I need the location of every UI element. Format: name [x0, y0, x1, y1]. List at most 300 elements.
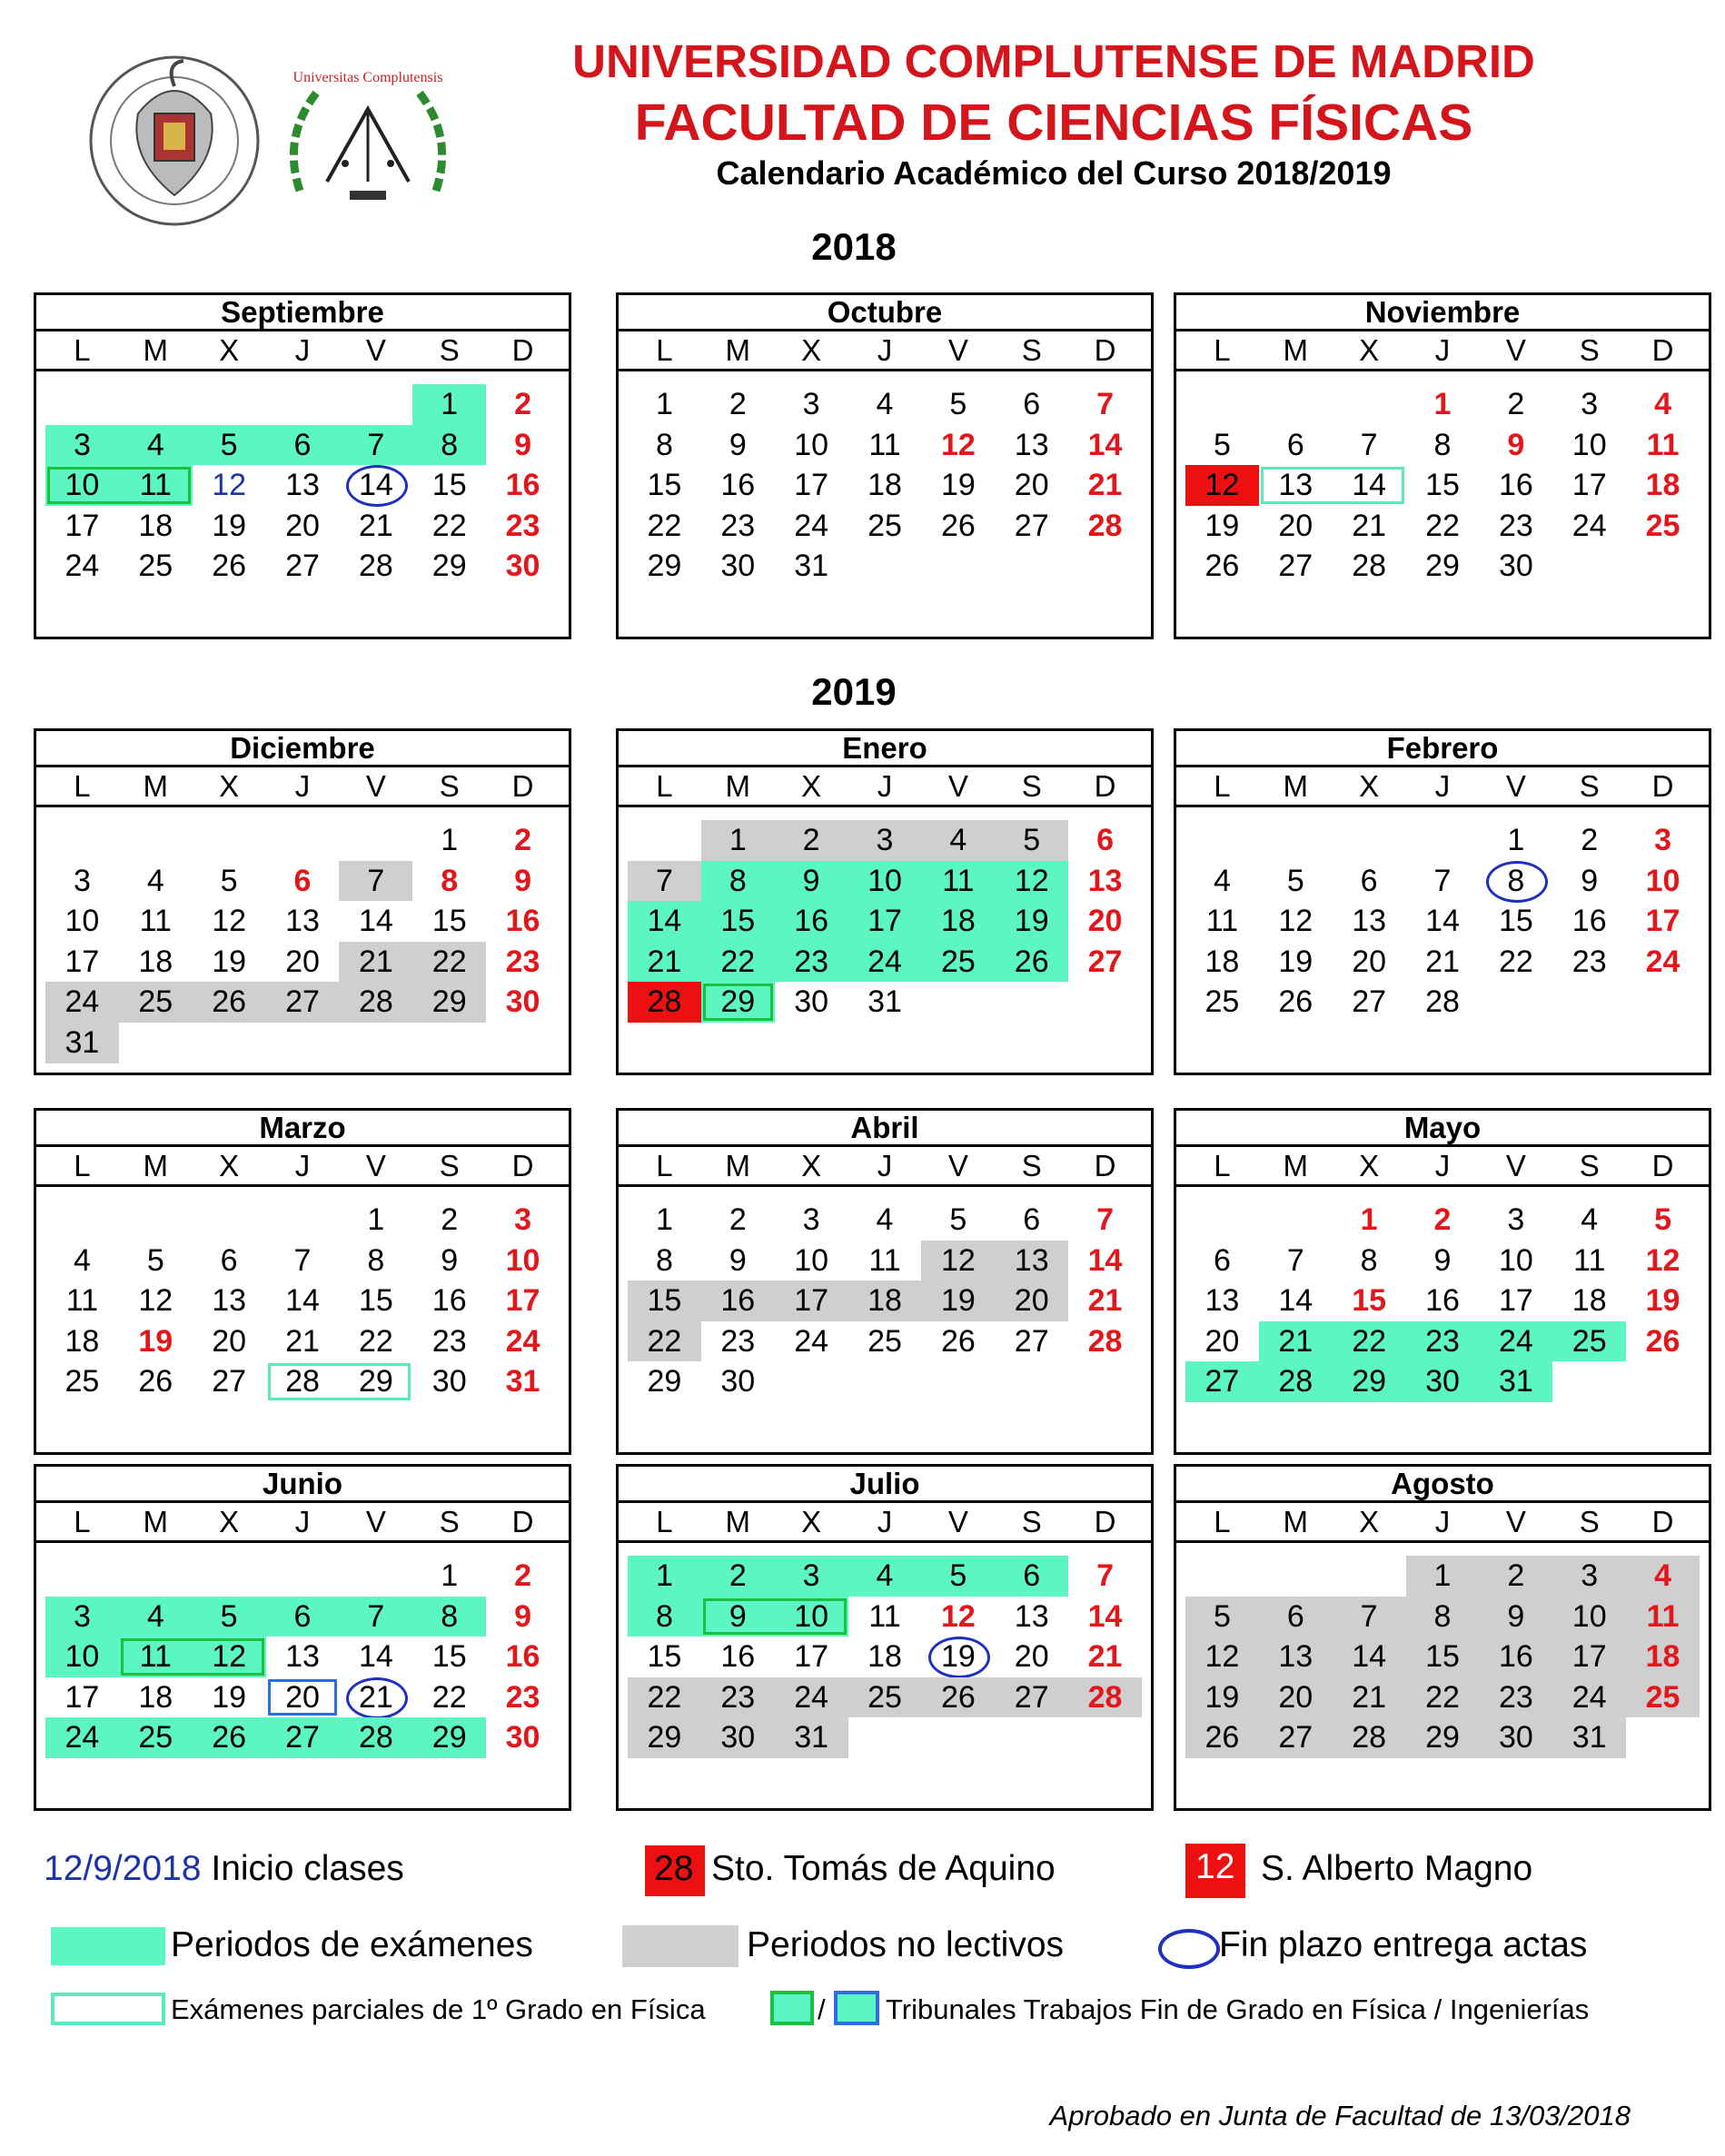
weekday-label: S [1021, 769, 1042, 803]
legend-tfg-green-swatch [770, 1991, 814, 2025]
day-cell: 23 [1479, 1677, 1552, 1718]
weekday-label: X [801, 1505, 822, 1538]
day-cell: 5 [146, 1242, 164, 1278]
day-cell: 29 [647, 1364, 682, 1399]
day-cell: 15 [431, 1639, 467, 1675]
legend-tfg-label: Tribunales Trabajos Fin de Grado en Física / Ingenierías [886, 1993, 1590, 2025]
day-cell: 5 [949, 1202, 967, 1237]
day-cell: 16 [1571, 904, 1607, 939]
day-cell: 26 [921, 1677, 995, 1718]
weekday-label: L [1214, 1149, 1231, 1182]
month-mayo [1174, 1108, 1711, 1455]
day-cell: 19 [212, 1679, 247, 1715]
day-cell: 23 [1571, 944, 1607, 979]
day-cell: 5 [220, 863, 238, 898]
day-cell: 19 [212, 508, 247, 543]
day-cell: 8 [1433, 427, 1452, 462]
legend-exam-label: Periodos de exámenes [171, 1925, 533, 1964]
tfg-outline [703, 1598, 847, 1636]
weekday-label: V [365, 769, 386, 803]
day-cell: 3 [514, 1202, 532, 1237]
day-cell: 16 [505, 468, 540, 503]
day-cell: 14 [1087, 427, 1123, 462]
empty-day [266, 384, 340, 425]
day-cell: 22 [431, 1679, 467, 1715]
weekday-label: J [294, 1149, 311, 1182]
day-cell: 17 [1552, 1637, 1626, 1677]
month-name: Agosto [1176, 1467, 1709, 1503]
weekday-label: V [947, 333, 968, 367]
day-cell: 28 [339, 982, 412, 1023]
day-cell: 14 [358, 1639, 393, 1675]
empty-day [119, 1200, 193, 1241]
day-cell: 20 [285, 944, 320, 979]
day-cell: 23 [720, 508, 756, 543]
day-cell: 27 [1352, 984, 1387, 1020]
day-cell: 13 [1352, 904, 1387, 939]
day-grid [1176, 371, 1709, 587]
day-cell: 4 [119, 1597, 193, 1637]
empty-day [339, 820, 412, 861]
day-cell: 9 [729, 1242, 747, 1278]
day-cell: 28 [1068, 1677, 1142, 1718]
day-cell: 3 [1581, 387, 1599, 421]
legend-partial-swatch [51, 1993, 165, 2025]
day-cell: 18 [64, 1323, 100, 1359]
day-cell: 21 [1087, 1639, 1123, 1675]
day-cell: 1 [1433, 387, 1452, 421]
month-name: Abril [619, 1111, 1151, 1147]
month-name: Septiembre [36, 295, 569, 331]
calendar-subtitle: Calendario Académico del Curso 2018/2019 [716, 154, 1392, 192]
month-julio [616, 1464, 1154, 1811]
weekday-label: S [1579, 1149, 1600, 1182]
weekday-label: X [801, 1149, 822, 1182]
day-cell: 7 [628, 861, 701, 902]
weekday-label: S [439, 1149, 460, 1182]
weekday-label: X [1359, 1505, 1380, 1538]
day-cell: 18 [867, 468, 902, 503]
month-name: Marzo [36, 1111, 569, 1147]
weekday-label: X [801, 769, 822, 803]
day-cell: 26 [1185, 1717, 1259, 1758]
day-cell: 2 [514, 387, 532, 421]
day-cell: 25 [1626, 1677, 1700, 1718]
tfg-outline [121, 1638, 264, 1676]
empty-day [1333, 1556, 1406, 1597]
weekday-label: L [656, 769, 673, 803]
weekday-label: X [801, 333, 822, 367]
weekday-label: D [511, 1149, 534, 1182]
day-cell: 18 [1626, 1637, 1700, 1677]
day-cell: 6 [266, 1597, 340, 1637]
day-cell: 1 [441, 823, 459, 857]
day-cell: 27 [1185, 1361, 1259, 1402]
weekday-label: S [439, 333, 460, 367]
day-cell: 30 [794, 984, 829, 1020]
weekday-label: L [74, 333, 91, 367]
day-cell: 14 [1425, 904, 1460, 939]
day-cell: 26 [940, 508, 976, 543]
day-cell: 12 [1278, 904, 1314, 939]
day-cell: 10 [64, 904, 100, 939]
empty-day [628, 820, 701, 861]
weekday-label: J [1434, 769, 1451, 803]
day-cell: 25 [119, 982, 193, 1023]
day-cell: 6 [1023, 1202, 1041, 1237]
weekday-header [36, 1503, 569, 1543]
day-grid [36, 1543, 569, 1758]
empty-day [1259, 1200, 1333, 1241]
day-cell: 23 [505, 1679, 540, 1715]
day-cell: 23 [505, 944, 540, 979]
day-cell: 28 [1333, 1717, 1406, 1758]
weekday-label: M [725, 333, 751, 367]
day-cell: 2 [514, 823, 532, 857]
day-cell: 8 [701, 861, 775, 902]
legend-start-date: 12/9/2018 [44, 1849, 202, 1888]
legend-actas-ring [1158, 1929, 1220, 1969]
weekday-label: M [725, 1505, 751, 1538]
day-cell: 26 [212, 549, 247, 584]
day-cell: 30 [505, 984, 540, 1020]
day-grid [619, 1187, 1151, 1402]
day-cell: 17 [64, 1679, 100, 1715]
day-cell: 20 [285, 508, 320, 543]
day-cell: 25 [64, 1364, 100, 1399]
day-cell: 19 [1645, 1283, 1680, 1319]
empty-day [1333, 820, 1406, 861]
weekday-label: X [1359, 1149, 1380, 1182]
day-cell: 17 [64, 944, 100, 979]
weekday-label: X [219, 1149, 240, 1182]
day-cell: 17 [1498, 1283, 1533, 1319]
day-cell: 29 [431, 549, 467, 584]
day-cell: 12 [940, 1598, 976, 1634]
day-cell: 31 [1479, 1361, 1552, 1402]
day-cell: 15 [431, 904, 467, 939]
day-cell: 31 [505, 1364, 540, 1399]
weekday-label: V [947, 769, 968, 803]
day-cell: 4 [73, 1242, 91, 1278]
day-grid [1176, 1543, 1709, 1758]
year-2019: 2019 [811, 670, 897, 713]
day-cell: 17 [794, 1639, 829, 1675]
day-cell: 20 [1352, 944, 1387, 979]
day-cell: 18 [138, 944, 173, 979]
day-cell: 13 [1278, 468, 1314, 503]
weekday-label: J [294, 333, 311, 367]
day-cell: 16 [1425, 1283, 1460, 1319]
day-cell: 16 [431, 1283, 467, 1319]
weekday-header [619, 1147, 1151, 1187]
day-cell: 3 [73, 863, 91, 898]
day-cell: 26 [1278, 984, 1314, 1020]
weekday-label: J [877, 769, 893, 803]
day-cell: 27 [266, 982, 340, 1023]
weekday-label: J [1434, 1149, 1451, 1182]
day-cell: 19 [921, 1281, 995, 1321]
day-cell: 2 [1433, 1202, 1452, 1237]
day-cell: 9 [514, 863, 532, 898]
day-cell: 29 [628, 1717, 701, 1758]
day-cell: 15 [1498, 904, 1533, 939]
weekday-label: L [74, 1149, 91, 1182]
day-cell: 12 [193, 1637, 266, 1677]
weekday-label: J [877, 1505, 893, 1538]
day-cell: 2 [729, 387, 747, 421]
day-cell: 10 [794, 427, 829, 462]
day-cell: 13 [1014, 427, 1049, 462]
day-cell: 30 [1498, 549, 1533, 584]
empty-day [45, 384, 119, 425]
day-cell: 8 [412, 1597, 486, 1637]
day-cell: 18 [138, 1679, 173, 1715]
day-cell: 19 [138, 1323, 173, 1359]
weekday-header [1176, 767, 1709, 807]
day-cell: 24 [775, 1677, 848, 1718]
day-cell: 11 [1573, 1242, 1606, 1278]
day-grid [36, 807, 569, 1063]
day-cell: 11 [868, 1598, 901, 1634]
day-cell: 17 [64, 508, 100, 543]
day-cell: 2 [1479, 1556, 1552, 1597]
day-cell: 9 [775, 861, 848, 902]
weekday-label: V [1505, 333, 1526, 367]
weekday-label: V [365, 333, 386, 367]
day-cell: 16 [720, 1639, 756, 1675]
empty-day [1333, 384, 1406, 425]
day-cell: 11 [65, 1283, 99, 1319]
day-cell: 25 [867, 1323, 902, 1359]
month-septiembre [34, 292, 571, 639]
day-cell: 2 [775, 820, 848, 861]
day-cell: 5 [193, 1597, 266, 1637]
weekday-label: S [1021, 333, 1042, 367]
day-cell: 26 [193, 982, 266, 1023]
day-cell: 12 [995, 861, 1068, 902]
legend-nolect-swatch [622, 1925, 739, 1967]
day-cell: 22 [1425, 508, 1460, 543]
day-cell: 6 [293, 863, 312, 898]
day-cell: 1 [1406, 1556, 1480, 1597]
day-cell: 23 [720, 1323, 756, 1359]
day-cell: 16 [1498, 468, 1533, 503]
day-cell: 2 [701, 1556, 775, 1597]
weekday-label: V [947, 1149, 968, 1182]
weekday-label: M [143, 1505, 169, 1538]
weekday-label: J [877, 1149, 893, 1182]
day-grid [619, 807, 1151, 1023]
weekday-label: J [294, 769, 311, 803]
day-cell: 7 [1360, 427, 1378, 462]
day-cell: 2 [514, 1558, 532, 1593]
empty-day [1259, 1556, 1333, 1597]
day-cell: 18 [138, 508, 173, 543]
month-diciembre [34, 728, 571, 1075]
weekday-label: D [1094, 769, 1116, 803]
day-cell: 7 [1333, 1597, 1406, 1637]
weekday-label: M [1283, 333, 1309, 367]
day-cell: 15 [647, 1639, 682, 1675]
day-cell: 30 [720, 1364, 756, 1399]
day-cell: 21 [1352, 508, 1387, 543]
day-cell: 3 [1654, 823, 1672, 857]
day-cell: 28 [1087, 1323, 1123, 1359]
empty-day [1185, 820, 1259, 861]
day-cell: 28 [1425, 984, 1460, 1020]
day-cell: 28 [1087, 508, 1123, 543]
weekday-label: D [511, 769, 534, 803]
weekday-label: X [219, 333, 240, 367]
day-cell: 25 [848, 1677, 922, 1718]
legend-start [44, 1849, 404, 1889]
month-abril [616, 1108, 1154, 1455]
day-cell: 19 [1278, 944, 1314, 979]
weekday-label: M [143, 333, 169, 367]
legend-aquinas-day: 28 [654, 1849, 694, 1888]
day-cell: 29 [412, 982, 486, 1023]
actas-deadline-ring [1486, 861, 1548, 903]
legend-exam-swatch [51, 1927, 165, 1965]
day-cell: 7 [1433, 863, 1452, 898]
day-cell: 3 [802, 1202, 820, 1237]
day-cell: 4 [119, 425, 193, 466]
weekday-label: J [1434, 1505, 1451, 1538]
day-cell: 6 [266, 425, 340, 466]
day-cell: 22 [358, 1323, 393, 1359]
month-enero [616, 728, 1154, 1075]
day-cell: 22 [412, 942, 486, 983]
day-cell: 20 [212, 1323, 247, 1359]
day-grid [1176, 1187, 1709, 1402]
day-cell: 13 [1014, 1598, 1049, 1634]
day-cell: 8 [655, 427, 673, 462]
month-agosto [1174, 1464, 1711, 1811]
day-cell: 3 [775, 1556, 848, 1597]
day-cell: 5 [995, 820, 1068, 861]
weekday-label: V [1505, 1149, 1526, 1182]
empty-day [193, 820, 266, 861]
day-grid [1176, 807, 1709, 1023]
day-cell: 10 [45, 1637, 119, 1677]
day-cell: 12 [940, 427, 976, 462]
day-cell: 30 [1479, 1717, 1552, 1758]
weekday-header [619, 1503, 1151, 1543]
legend-alberto-day: 12 [1195, 1847, 1235, 1886]
weekday-header [36, 331, 569, 371]
day-cell: 17 [505, 1283, 540, 1319]
weekday-label: D [1094, 333, 1116, 367]
day-cell: 25 [921, 942, 995, 983]
empty-day [193, 1200, 266, 1241]
day-cell: 17 [848, 901, 922, 942]
empty-day [1406, 820, 1480, 861]
weekday-label: X [1359, 333, 1380, 367]
day-cell: 27 [1014, 508, 1049, 543]
day-cell: 3 [45, 1597, 119, 1637]
day-cell: 13 [212, 1283, 247, 1319]
day-cell: 26 [1645, 1323, 1680, 1359]
day-cell: 9 [441, 1242, 459, 1278]
day-cell: 20 [1278, 508, 1314, 543]
weekday-label: M [725, 1149, 751, 1182]
day-cell: 16 [505, 1639, 540, 1675]
day-cell: 31 [1552, 1717, 1626, 1758]
day-cell: 28 [1352, 549, 1387, 584]
month-name: Diciembre [36, 731, 569, 767]
day-cell: 17 [1571, 468, 1607, 503]
day-cell: 29 [1425, 549, 1460, 584]
weekday-label: S [439, 1505, 460, 1538]
weekday-header [619, 331, 1151, 371]
day-cell: 2 [441, 1202, 459, 1237]
day-cell: 1 [1507, 823, 1525, 857]
day-cell: 30 [505, 549, 540, 584]
day-cell: 4 [1213, 863, 1231, 898]
day-cell: 24 [794, 508, 829, 543]
day-cell: 22 [1333, 1321, 1406, 1362]
weekday-label: L [656, 1505, 673, 1538]
weekday-label: X [219, 769, 240, 803]
day-cell: 15 [1406, 1637, 1480, 1677]
weekday-label: M [143, 1149, 169, 1182]
weekday-label: J [294, 1505, 311, 1538]
day-cell: 24 [45, 982, 119, 1023]
day-cell: 8 [367, 1242, 385, 1278]
day-cell: 27 [995, 1677, 1068, 1718]
legend-alberto-label: S. Alberto Magno [1261, 1849, 1533, 1888]
day-cell: 13 [1205, 1283, 1240, 1319]
day-cell: 27 [285, 549, 320, 584]
day-cell: 18 [848, 1281, 922, 1321]
day-cell: 4 [1626, 1556, 1700, 1597]
weekday-header [1176, 1147, 1709, 1187]
weekday-label: X [1359, 769, 1380, 803]
empty-day [1185, 1556, 1259, 1597]
day-cell: 3 [1507, 1202, 1525, 1237]
day-cell: 28 [628, 982, 701, 1023]
weekday-label: J [877, 333, 893, 367]
day-cell: 18 [867, 1639, 902, 1675]
weekday-header [1176, 1503, 1709, 1543]
day-cell: 15 [1352, 1283, 1387, 1319]
day-cell: 10 [1645, 863, 1680, 898]
weekday-label: D [1651, 1149, 1674, 1182]
year-2018: 2018 [811, 225, 897, 268]
weekday-label: V [365, 1505, 386, 1538]
day-cell: 30 [505, 1720, 540, 1755]
weekday-label: L [1214, 333, 1231, 367]
day-cell: 1 [701, 820, 775, 861]
day-cell: 9 [729, 427, 747, 462]
weekday-label: S [1021, 1505, 1042, 1538]
day-cell: 4 [876, 387, 894, 421]
day-cell: 13 [285, 468, 320, 503]
day-cell: 8 [1479, 861, 1552, 902]
day-cell: 22 [1498, 944, 1533, 979]
day-cell: 4 [146, 863, 164, 898]
weekday-label: J [1434, 333, 1451, 367]
month-name: Julio [619, 1467, 1151, 1503]
day-cell: 21 [339, 1677, 412, 1718]
day-cell: 26 [138, 1364, 173, 1399]
day-cell: 31 [867, 984, 902, 1020]
day-cell: 21 [339, 942, 412, 983]
weekday-label: D [511, 1505, 534, 1538]
day-cell: 14 [285, 1283, 320, 1319]
faculty-logo [273, 54, 463, 236]
